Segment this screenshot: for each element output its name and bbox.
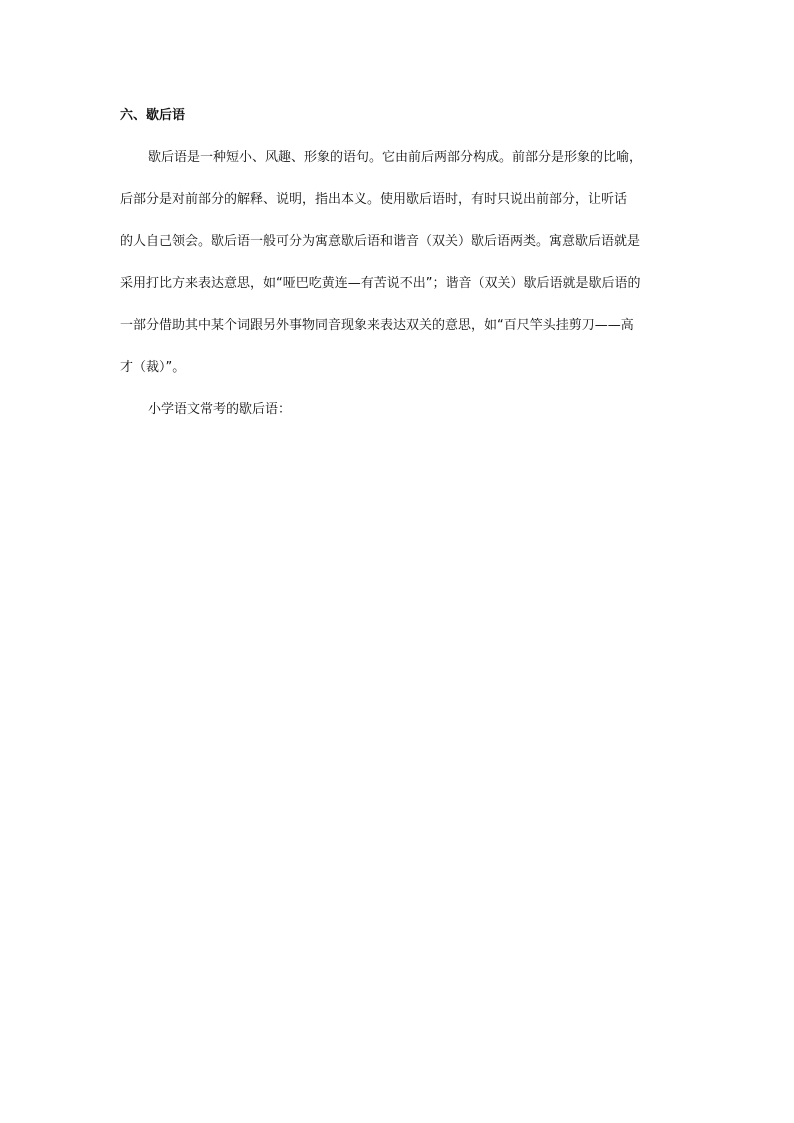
paragraph-line-6: 才（裁）”。 (120, 360, 186, 375)
paragraph-line-2: 后部分是对前部分的解释、说明，指出本义。使用歇后语时，有时只说出前部分，让听话 (120, 192, 628, 207)
subheading-text: 小学语文常考的歇后语： (148, 402, 292, 417)
paragraph-line-4: 采用打比方来表达意思，如“哑巴吃黄连—有苦说不出”；谐音（双关）歇后语就是歇后语的 (120, 276, 641, 291)
paragraph-line-5: 一部分借助其中某个词跟另外事物同音现象来表达双关的意思，如“百尺竿头挂剪刀——高 (120, 318, 634, 333)
paragraph-line-1: 歇后语是一种短小、风趣、形象的语句。它由前后两部分构成。前部分是形象的比喻， (148, 150, 643, 165)
section-heading: 六、歇后语 (120, 108, 186, 123)
paragraph-line-3: 的人自己领会。歇后语一般可分为寓意歇后语和谐音（双关）歇后语两类。寓意歇后语就是 (120, 234, 641, 249)
